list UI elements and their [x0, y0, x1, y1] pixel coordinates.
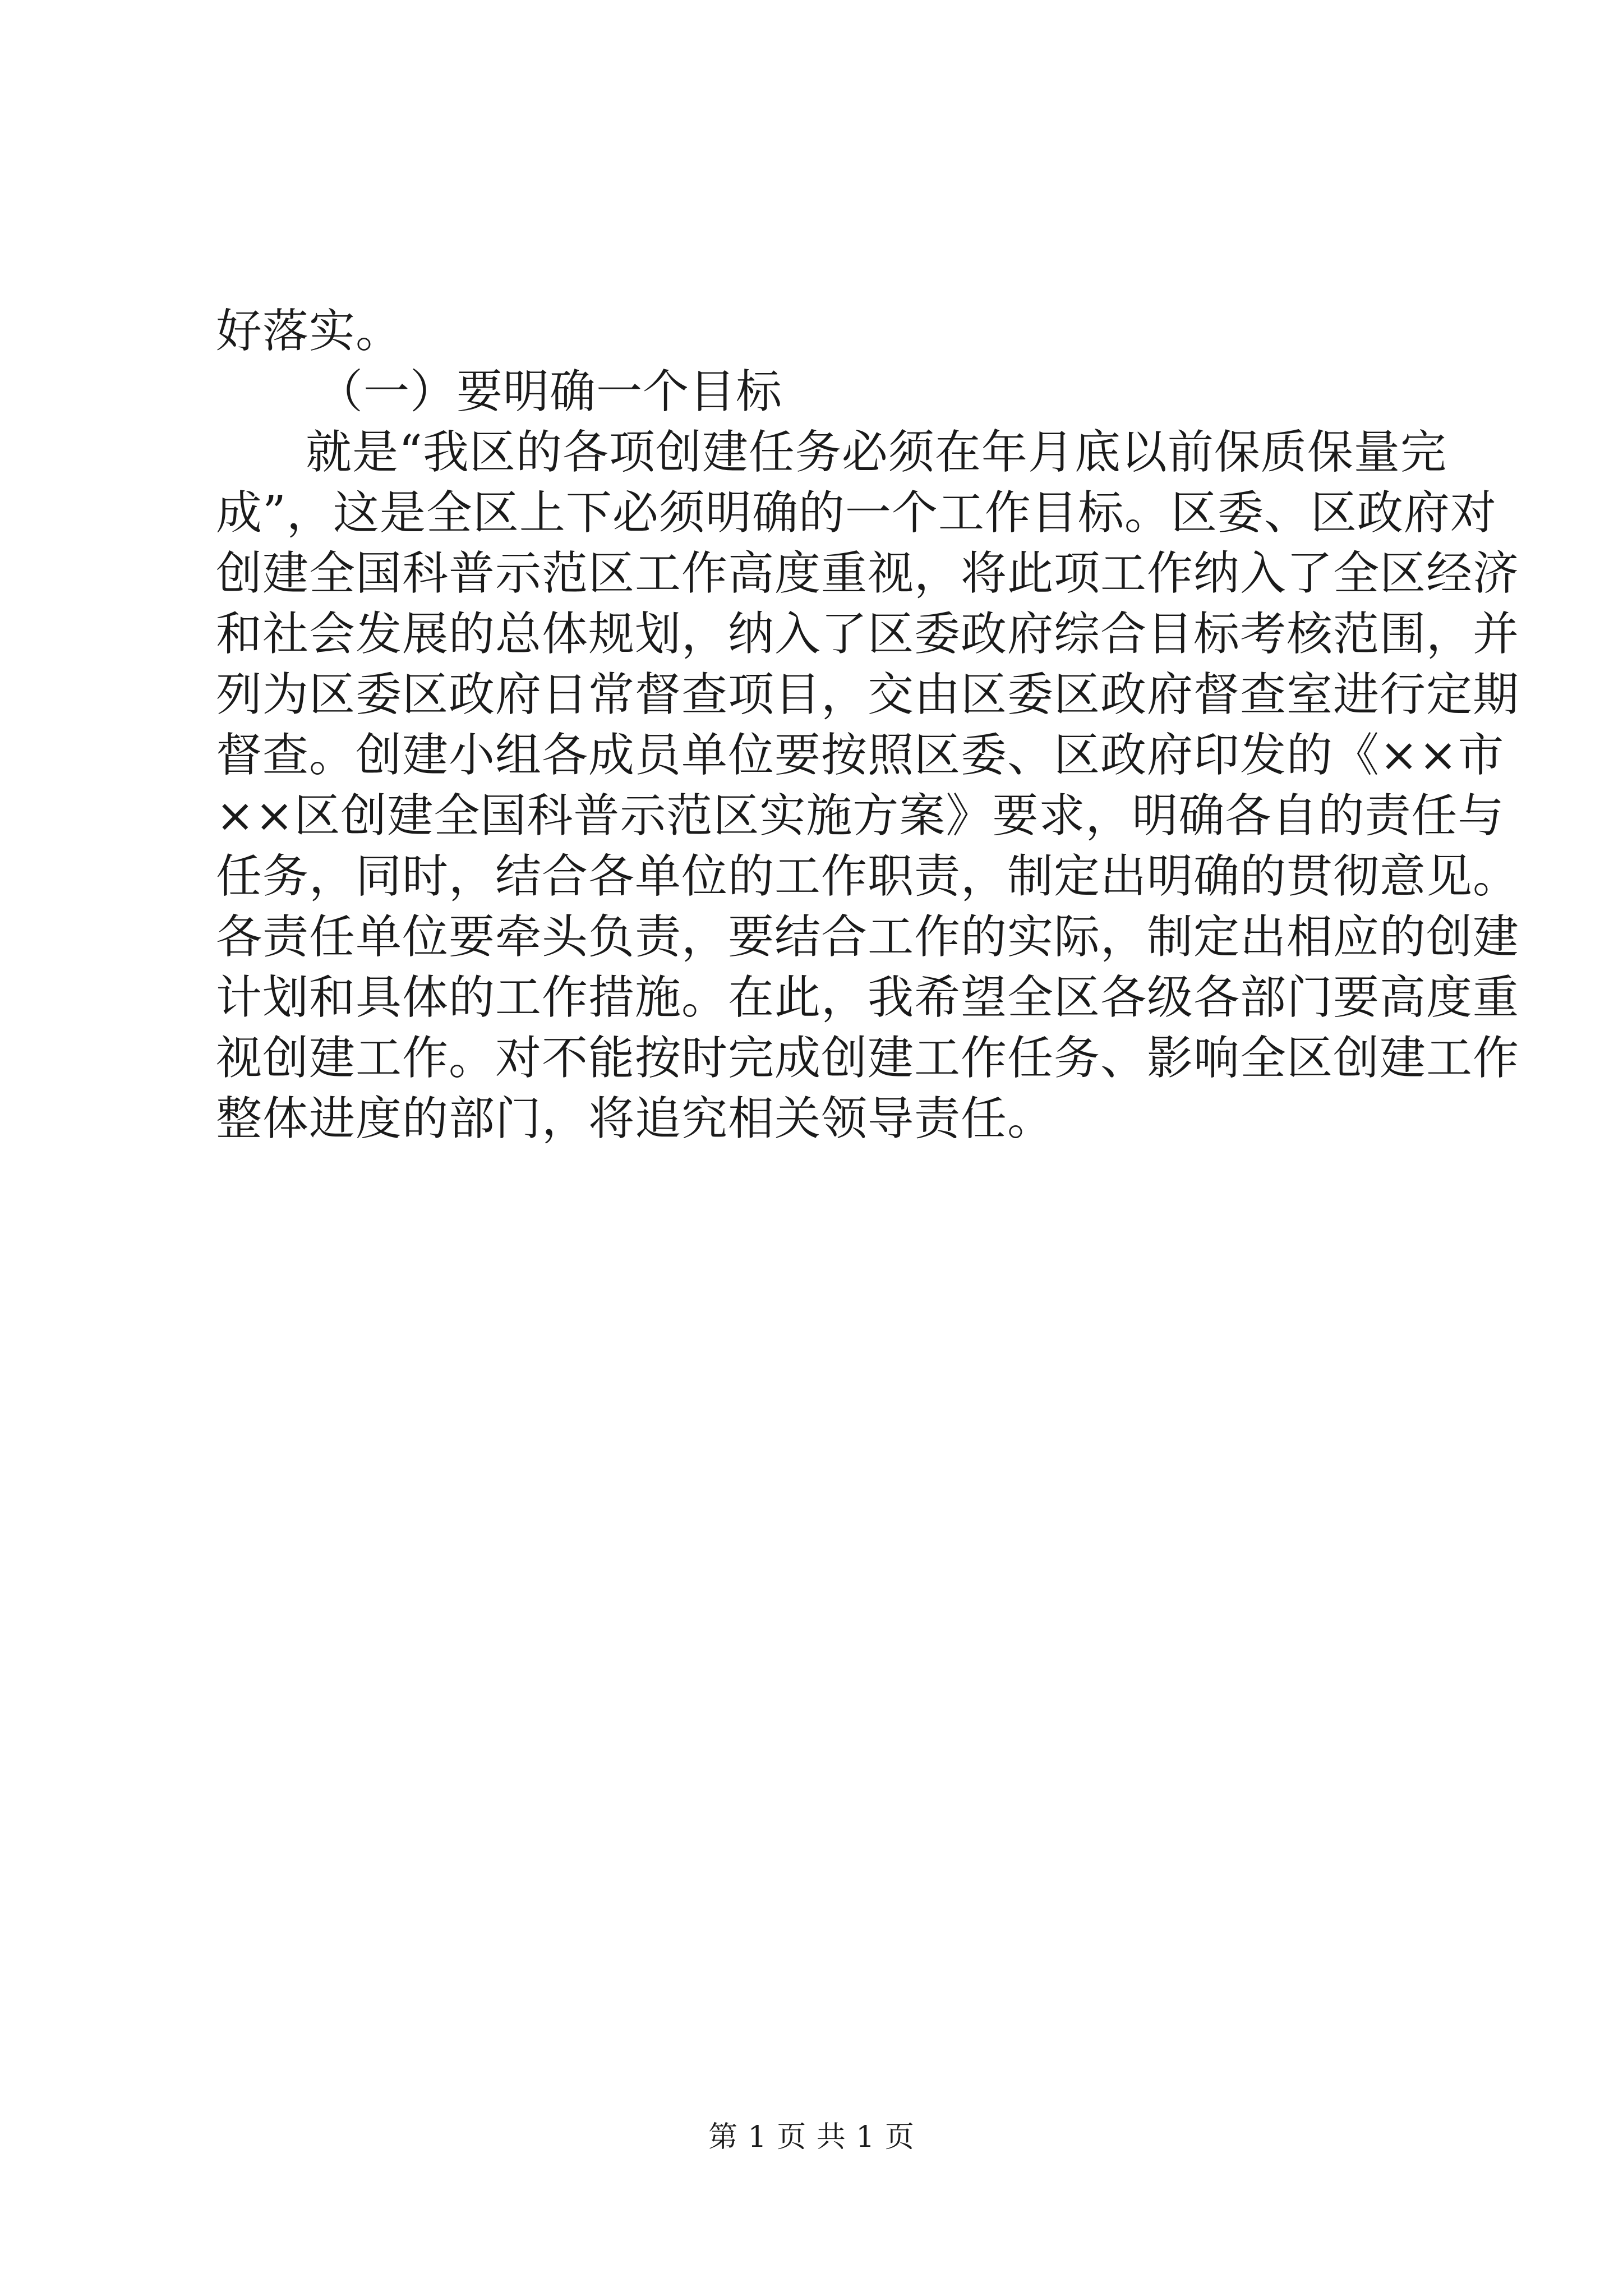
paragraph-line: 和社会发展的总体规划，纳入了区委政府综合目标考核范围，并: [216, 608, 1520, 661]
paragraph-line: 督查。创建小组各成员单位要按照区委、区政府印发的《××市: [216, 729, 1505, 782]
paragraph-line: 各责任单位要牵头负责，要结合工作的实际，制定出相应的创建: [216, 910, 1520, 964]
paragraph-line: ××区创建全国科普示范区实施方案》要求，明确各自的责任与: [216, 789, 1505, 843]
paragraph-line: 计划和具体的工作措施。在此，我希望全区各级各部门要高度重: [216, 971, 1520, 1024]
paragraph-line: 视创建工作。对不能按时完成创建工作任务、影响全区创建工作: [216, 1032, 1520, 1085]
page-footer: 第 1 页 共 1 页: [708, 2120, 915, 2154]
paragraph-line: 就是“我区的各项创建任务必须在年月底以前保质保量完: [306, 426, 1447, 479]
section-heading: （一）要明确一个目标: [317, 365, 783, 418]
document-body: [216, 301, 1520, 1149]
paragraph-line: 列为区委区政府日常督查项目，交由区委区政府督查室进行定期: [216, 668, 1520, 721]
paragraph-line-last: 整体进度的部门，将追究相关领导责任。: [216, 1092, 1054, 1145]
paragraph-line-continuation: 好落实。: [216, 305, 403, 358]
paragraph-line: 创建全国科普示范区工作高度重视，将此项工作纳入了全区经济: [216, 547, 1520, 600]
paragraph-line: 成”，这是全区上下必须明确的一个工作目标。区委、区政府对: [216, 486, 1497, 540]
paragraph-line: 任务，同时，结合各单位的工作职责，制定出明确的贯彻意见。: [216, 850, 1520, 903]
